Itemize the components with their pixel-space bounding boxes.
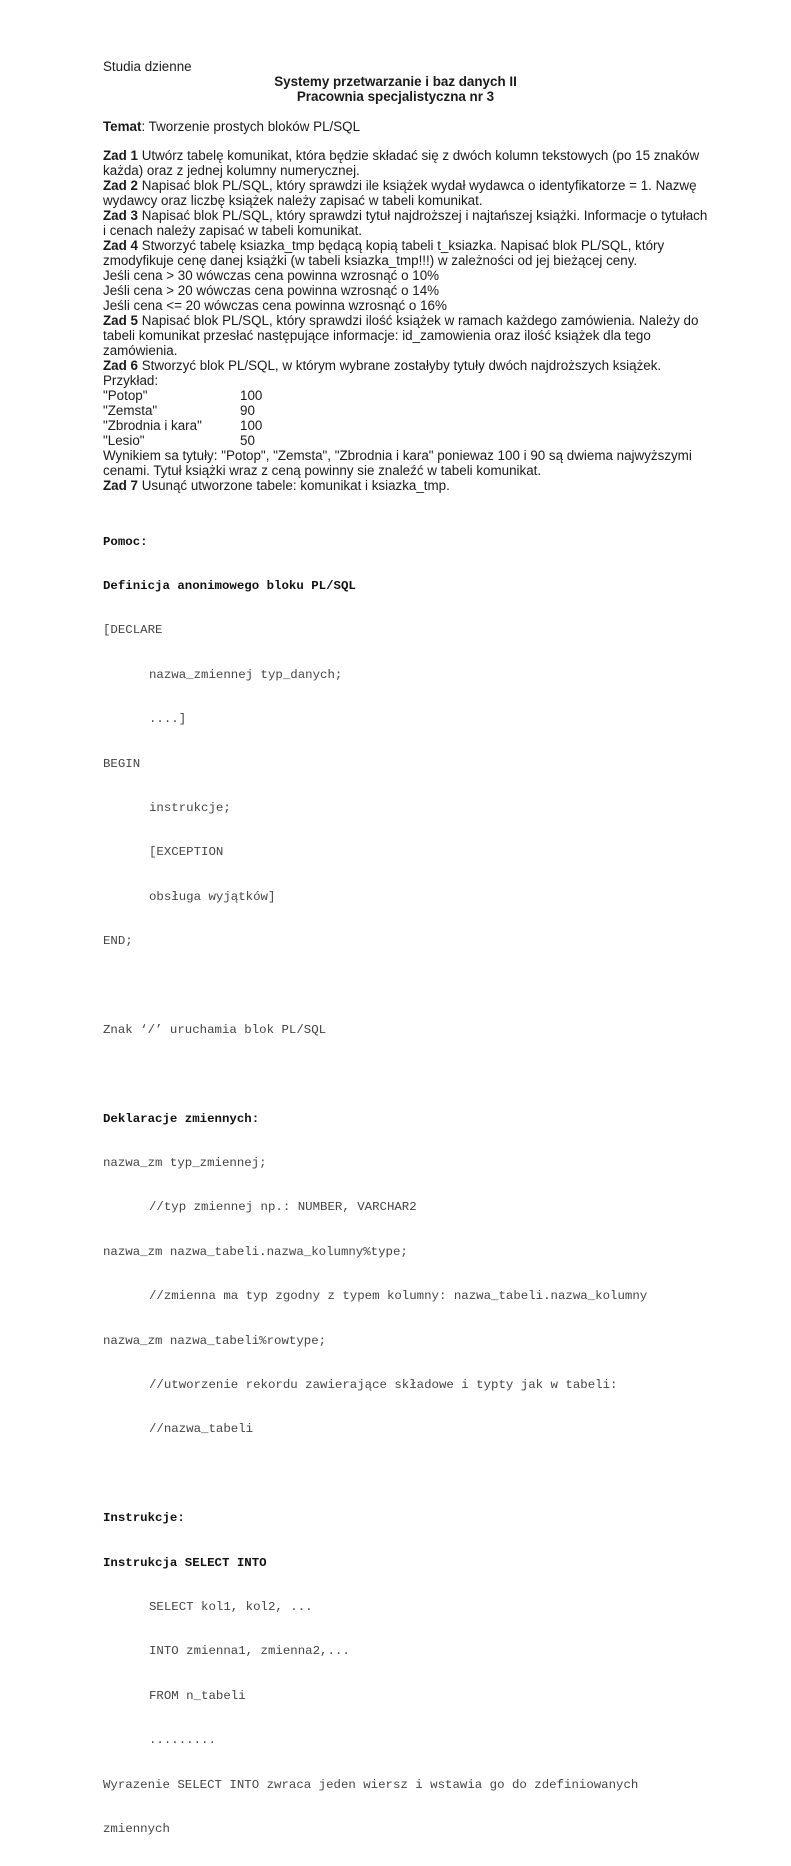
example-row [103, 418, 693, 433]
zad7-text: Usunąć utworzone tabele: komunikat i ksiazka_tmp. [137, 478, 450, 493]
code-line: BEGIN [103, 756, 141, 771]
example-row [103, 403, 693, 418]
zad6-result-2: cenami. Tytuł książki wraz z ceną powinny sie znaleźć w tabeli komunikat. [103, 463, 542, 478]
zad2-text-2: wydawcy oraz liczbę książek należy zapisać w tabeli komunikat. [103, 193, 483, 208]
code-comment: //zmienna ma typ zgodny z typem kolumny: nazwa_tabeli.nazwa_kolumny [149, 1289, 648, 1304]
task-list [103, 148, 708, 493]
zad4-line [103, 238, 693, 253]
code-line: nazwa_zmiennej typ_danych; [149, 667, 343, 682]
zad5-label: Zad 5 [103, 313, 138, 328]
zad6-result: Wynikiem sa tytuły: "Potop", "Zemsta", "Zbrodnia i kara" poniewaz 100 i 90 są dwiema najwyższymi [103, 448, 692, 463]
example-price: 100 [240, 418, 263, 433]
code-line: [DECLARE [103, 623, 163, 638]
study-mode [103, 59, 693, 74]
zad4-text-2: zmodyfikuje cenę danej książki (w tabeli ksiazka_tmp!!!) w zależności od jej bieżącej ceny. [103, 253, 638, 268]
zad1-text-2: każda) oraz z jednej kolumny numerycznej. [103, 163, 360, 178]
zad5-text-3: zamówienia. [103, 343, 178, 358]
topic [103, 119, 693, 134]
example-title: "Zbrodnia i kara" [103, 418, 202, 433]
title-line-1: Systemy przetwarzanie i baz danych II [274, 74, 517, 89]
help-heading: Pomoc: [103, 534, 148, 549]
example-title: "Potop" [103, 388, 148, 403]
code-line: instrukcje; [149, 800, 231, 815]
topic-text: : Tworzenie prostych bloków PL/SQL [141, 119, 361, 134]
zad3-line [103, 208, 708, 223]
code-comment: //nazwa_tabeli [149, 1422, 254, 1437]
code-line: obsługa wyjątków] [149, 889, 276, 904]
zad4-rule-2: Jeśli cena > 20 wówczas cena powinna wzrosnąć o 14% [103, 283, 440, 298]
zad3-label: Zad 3 [103, 208, 138, 223]
code-line: END; [103, 934, 133, 949]
code-comment: //typ zmiennej np.: NUMBER, VARCHAR2 [149, 1200, 417, 1215]
code-line: [EXCEPTION [149, 845, 224, 860]
select-into-heading: Instrukcja SELECT INTO [103, 1555, 267, 1570]
example-price: 90 [240, 403, 255, 418]
zad5-text-2: tabeli komunikat przesłać następujące informacje: id_zamowienia oraz ilość książek dla tego [103, 328, 651, 343]
zad2-text: Napisać blok PL/SQL, który sprawdzi ile książek wydał wydawca o identyfikatorze = 1. Nazwę [137, 178, 697, 193]
zad1-text: Utwórz tabelę komunikat, która będzie składać się z dwóch kolumn tekstowych (po 15 znaków [137, 148, 700, 163]
example-price: 50 [240, 433, 255, 448]
example-row [103, 433, 693, 448]
code-line: FROM n_tabeli [149, 1688, 246, 1703]
example-title: "Zemsta" [103, 403, 158, 418]
code-line: ......... [149, 1733, 216, 1748]
example-label: Przykład: [103, 373, 159, 388]
code-comment: //utworzenie rekordu zawierające składowe i typty jak w tabeli: [149, 1378, 618, 1393]
zad5-text: Napisać blok PL/SQL, który sprawdzi ilość książek w ramach każdego zamówienia. Należy do [137, 313, 699, 328]
zad1-line [103, 148, 700, 163]
zad6-line [103, 358, 693, 373]
declarations-heading: Deklaracje zmiennych: [103, 1111, 260, 1126]
example-price: 100 [240, 388, 263, 403]
help-section [103, 505, 693, 1866]
example-row [103, 388, 693, 403]
study-mode-text: Studia dzienne [103, 59, 192, 74]
code-line: nazwa_zm nazwa_tabeli.nazwa_kolumny%type; [103, 1244, 408, 1259]
zad6-text: Stworzyć blok PL/SQL, w którym wybrane zostałyby tytuły dwóch najdroższych książek. [137, 358, 662, 373]
title-line-2: Pracownia specjalistyczna nr 3 [296, 89, 495, 104]
zad4-label: Zad 4 [103, 238, 138, 253]
definition-heading: Definicja anonimowego bloku PL/SQL [103, 578, 356, 593]
zad7-label: Zad 7 [103, 478, 138, 493]
code-line: SELECT kol1, kol2, ... [149, 1599, 313, 1614]
zad4-rule-1: Jeśli cena > 30 wówczas cena powinna wzrosnąć o 10% [103, 268, 440, 283]
zad4-text: Stworzyć tabelę ksiazka_tmp będącą kopią tabeli t_ksiazka. Napisać blok PL/SQL, który [137, 238, 665, 253]
zad6-label: Zad 6 [103, 358, 138, 373]
code-line: nazwa_zm nazwa_tabeli%rowtype; [103, 1333, 327, 1348]
code-line: ....] [149, 712, 187, 727]
zad3-text-2: i cenach należy zapisać w tabeli komunikat. [103, 223, 363, 238]
zad3-text: Napisać blok PL/SQL, który sprawdzi tytuł najdroższej i najtańszej książki. Informacje o tytułach [137, 208, 708, 223]
zad1-label: Zad 1 [103, 148, 138, 163]
topic-label: Temat [103, 119, 142, 134]
example-title: "Lesio" [103, 433, 145, 448]
zad2-label: Zad 2 [103, 178, 138, 193]
select-into-note: Wyrazenie SELECT INTO zwraca jeden wiersz i wstawia go do zdefiniowanych [103, 1777, 639, 1792]
select-into-note-2: zmiennych [103, 1821, 170, 1836]
zad4-rule-3: Jeśli cena <= 20 wówczas cena powinna wzrosnąć o 16% [103, 298, 447, 313]
document-title [0, 74, 791, 104]
zad7-line [103, 478, 693, 493]
zad5-line [103, 313, 699, 328]
code-line: nazwa_zm typ_zmiennej; [103, 1156, 267, 1171]
run-note: Znak ‘/’ uruchamia blok PL/SQL [103, 1022, 327, 1037]
zad2-line [103, 178, 697, 193]
code-line: INTO zmienna1, zmienna2,... [149, 1644, 350, 1659]
instructions-heading: Instrukcje: [103, 1511, 185, 1526]
